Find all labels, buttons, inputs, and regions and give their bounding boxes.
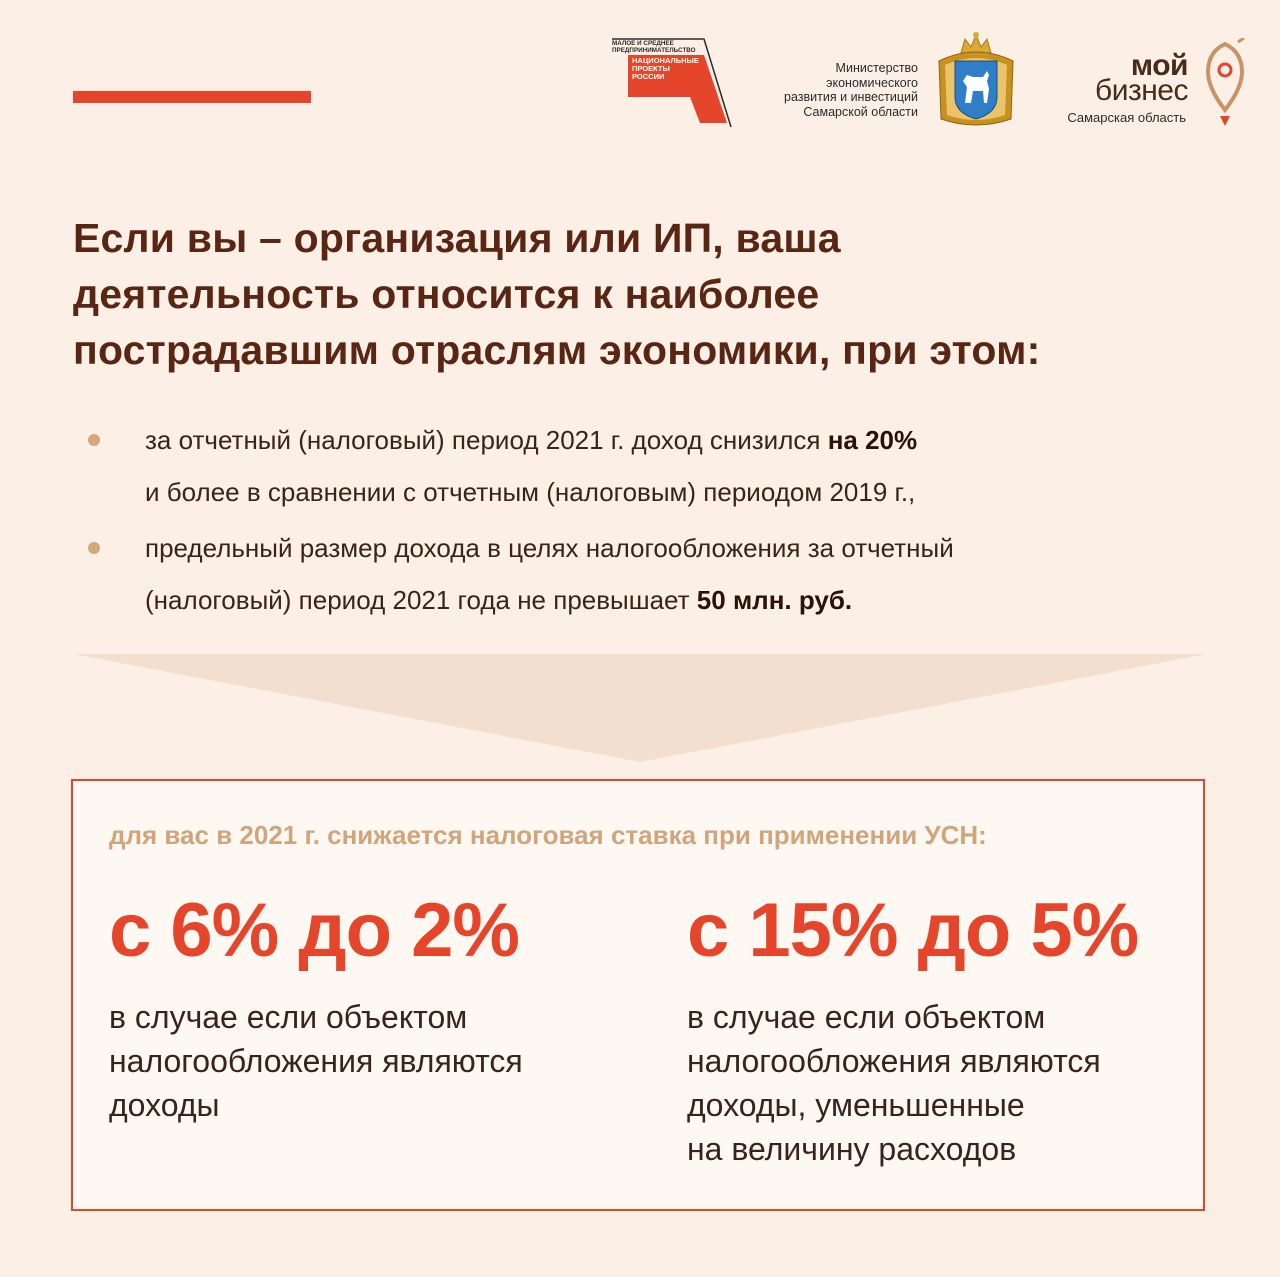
coat-of-arms-icon <box>931 31 1021 131</box>
income-limit-value: 50 млн. руб. <box>696 585 853 615</box>
accent-bar <box>73 91 311 103</box>
moy-biznes-logo <box>1052 38 1252 138</box>
rate-income-description: в случае если объектом налогообложения являются доходы <box>109 999 523 1123</box>
moy-biznes-word1: мой <box>1130 49 1188 82</box>
tax-rate-box <box>71 779 1205 1211</box>
rocket-pin-icon <box>1198 38 1252 128</box>
moy-biznes-region: Самарская область <box>1067 110 1186 125</box>
page-title: Если вы – организация или ИП, ваша деятельность относится к наиболее пострадавшим отраслям экономики, при этом: <box>73 215 1041 373</box>
rate-income: с 6% до 2% <box>109 888 519 973</box>
moy-biznes-word2: бизнес <box>1095 74 1188 107</box>
box-caption: для вас в 2021 г. снижается налоговая ставка при применении УСН: <box>109 820 987 850</box>
list-item: за отчетный (налоговый) период 2021 г. доход снизился на 20% и более в сравнении с отчетным (налоговым) периодом 2019 г., <box>73 414 1223 518</box>
national-projects-top-text: МАЛОЕ И СРЕДНЕЕ ПРЕДПРИНИМАТЕЛЬСТВО <box>612 40 696 54</box>
down-chevron-icon <box>73 654 1207 762</box>
ministry-name: Министерство экономического развития и инвестиций Самарской области <box>784 61 918 119</box>
rate-income-minus-expenses-description: в случае если объектом налогообложения являются доходы, уменьшенные на величину расходов <box>687 999 1101 1167</box>
national-projects-logo <box>608 37 733 129</box>
national-projects-red-text: НАЦИОНАЛЬНЫЕ ПРОЕКТЫ РОССИИ <box>632 56 699 81</box>
income-drop-value: на 20% <box>827 425 918 455</box>
bullet-dot-icon <box>88 434 100 446</box>
conditions-list <box>73 414 1223 630</box>
list-item: предельный размер дохода в целях налогообложения за отчетный (налоговый) период 2021 года не превышает 50 млн. руб. <box>73 522 1223 626</box>
bullet-dot-icon <box>88 542 100 554</box>
rate-income-minus-expenses: с 15% до 5% <box>687 888 1139 973</box>
